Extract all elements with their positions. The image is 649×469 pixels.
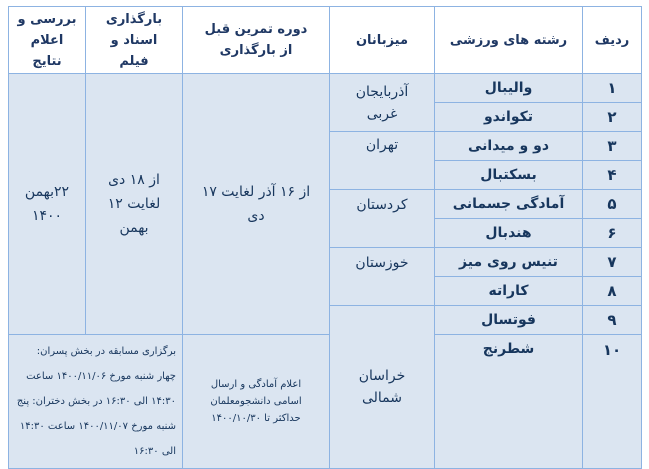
sport-name: کاراته xyxy=(435,277,583,306)
host-cell: کردستان xyxy=(330,190,435,248)
sport-name: شطرنج xyxy=(435,335,583,469)
sport-name: فوتسال xyxy=(435,306,583,335)
header-row xyxy=(9,7,642,74)
upload-period: از ۱۸ دی لغایت ۱۲ بهمن xyxy=(86,74,183,335)
row-number: ۸ xyxy=(583,277,642,306)
row-number: ۷ xyxy=(583,248,642,277)
sport-name: تکواندو xyxy=(435,103,583,132)
row-number: ۵ xyxy=(583,190,642,219)
header-upload: بارگذاری اسناد و فیلم xyxy=(86,7,183,74)
row-number: ۴ xyxy=(583,161,642,190)
host-cell: خوزستان xyxy=(330,248,435,306)
header-results: بررسی و اعلام نتایج xyxy=(9,7,86,74)
header-row-no: ردیف xyxy=(583,7,642,74)
training-period: از ۱۶ آذر لغایت ۱۷ دی xyxy=(183,74,330,335)
header-sport: رشته های ورزشی xyxy=(435,7,583,74)
sport-name: آمادگی جسمانی xyxy=(435,190,583,219)
row-number: ۱۰ xyxy=(583,335,642,469)
header-host: میزبانان xyxy=(330,7,435,74)
header-training: دوره تمرین قبل از بارگذاری xyxy=(183,7,330,74)
table-row xyxy=(9,335,642,469)
host-cell: تهران xyxy=(330,132,435,190)
sport-name: تنیس روی میز xyxy=(435,248,583,277)
host-cell: خراسان شمالی xyxy=(330,306,435,469)
row-number: ۶ xyxy=(583,219,642,248)
row-number: ۹ xyxy=(583,306,642,335)
chess-schedule-note: برگزاری مسابقه در بخش پسران: چهار شنبه مورخ ۱۴۰۰/۱۱/۰۶ ساعت ۱۴:۳۰ الی ۱۶:۳۰ در بخش دختران: پنج شنبه مورخ ۱۴۰۰/۱۱/۰۷ ساعت ۱۴:۳۰ الی ۱۶:۳۰ xyxy=(9,335,183,469)
row-number: ۲ xyxy=(583,103,642,132)
sport-name: بسکتبال xyxy=(435,161,583,190)
sport-name: والیبال xyxy=(435,74,583,103)
table-row xyxy=(9,74,642,103)
results-date: ۲۲بهمن ۱۴۰۰ xyxy=(9,74,86,335)
row-number: ۳ xyxy=(583,132,642,161)
sport-name: دو و میدانی xyxy=(435,132,583,161)
row-number: ۱ xyxy=(583,74,642,103)
sport-name: هندبال xyxy=(435,219,583,248)
host-cell: آذربایجان غربی xyxy=(330,74,435,132)
sports-schedule-table xyxy=(8,6,642,469)
chess-registration-note: اعلام آمادگی و ارسال اسامی دانشجومعلمان حداکثر تا ۱۴۰۰/۱۰/۳۰ xyxy=(183,335,330,469)
